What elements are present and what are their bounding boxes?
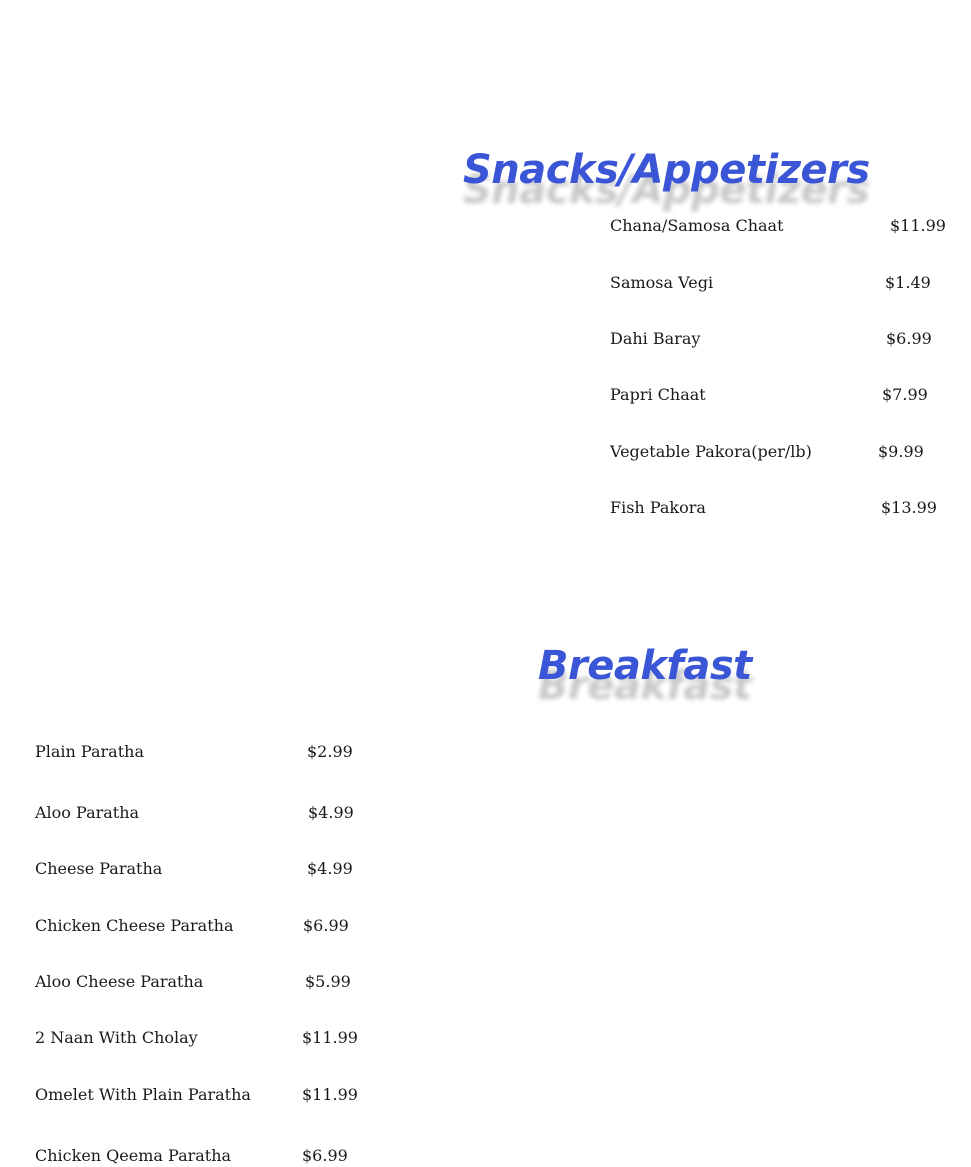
breakfast-item-price: $4.99 [308,803,354,822]
snacks-item-name: Papri Chaat [610,385,706,404]
breakfast-item-price: $6.99 [303,916,349,935]
breakfast-item-name: Omelet With Plain Paratha [35,1085,251,1104]
snacks-item-name: Samosa Vegi [610,273,714,292]
breakfast-item-price: $5.99 [305,972,351,991]
snacks-item-price: $13.99 [881,498,937,517]
snacks-section-title: Snacks/Appetizers [463,147,870,193]
breakfast-item-price: $4.99 [307,859,353,878]
breakfast-item-price: $6.99 [302,1146,348,1165]
snacks-item-price: $7.99 [882,385,928,404]
breakfast-item-name: Chicken Qeema Paratha [35,1146,232,1165]
snacks-item-name: Chana/Samosa Chaat [610,216,784,235]
snacks-item-name: Vegetable Pakora(per/lb) [610,442,812,461]
snacks-item-name: Fish Pakora [610,498,706,517]
breakfast-item-price: $11.99 [302,1085,358,1104]
snacks-item-price: $9.99 [878,442,924,461]
breakfast-item-name: Cheese Paratha [35,859,163,878]
snacks-item-price: $11.99 [890,216,946,235]
snacks-item-price: $1.49 [885,273,931,292]
breakfast-item-name: Aloo Paratha [35,803,140,822]
snacks-item-price: $6.99 [886,329,932,348]
breakfast-item-price: $11.99 [302,1028,358,1047]
snacks-item-name: Dahi Baray [610,329,701,348]
breakfast-section-title: Breakfast [538,643,752,689]
breakfast-item-name: 2 Naan With Cholay [35,1028,198,1047]
breakfast-item-name: Chicken Cheese Paratha [35,916,234,935]
breakfast-item-name: Aloo Cheese Paratha [35,972,204,991]
breakfast-item-price: $2.99 [307,742,353,761]
breakfast-item-name: Plain Paratha [35,742,144,761]
